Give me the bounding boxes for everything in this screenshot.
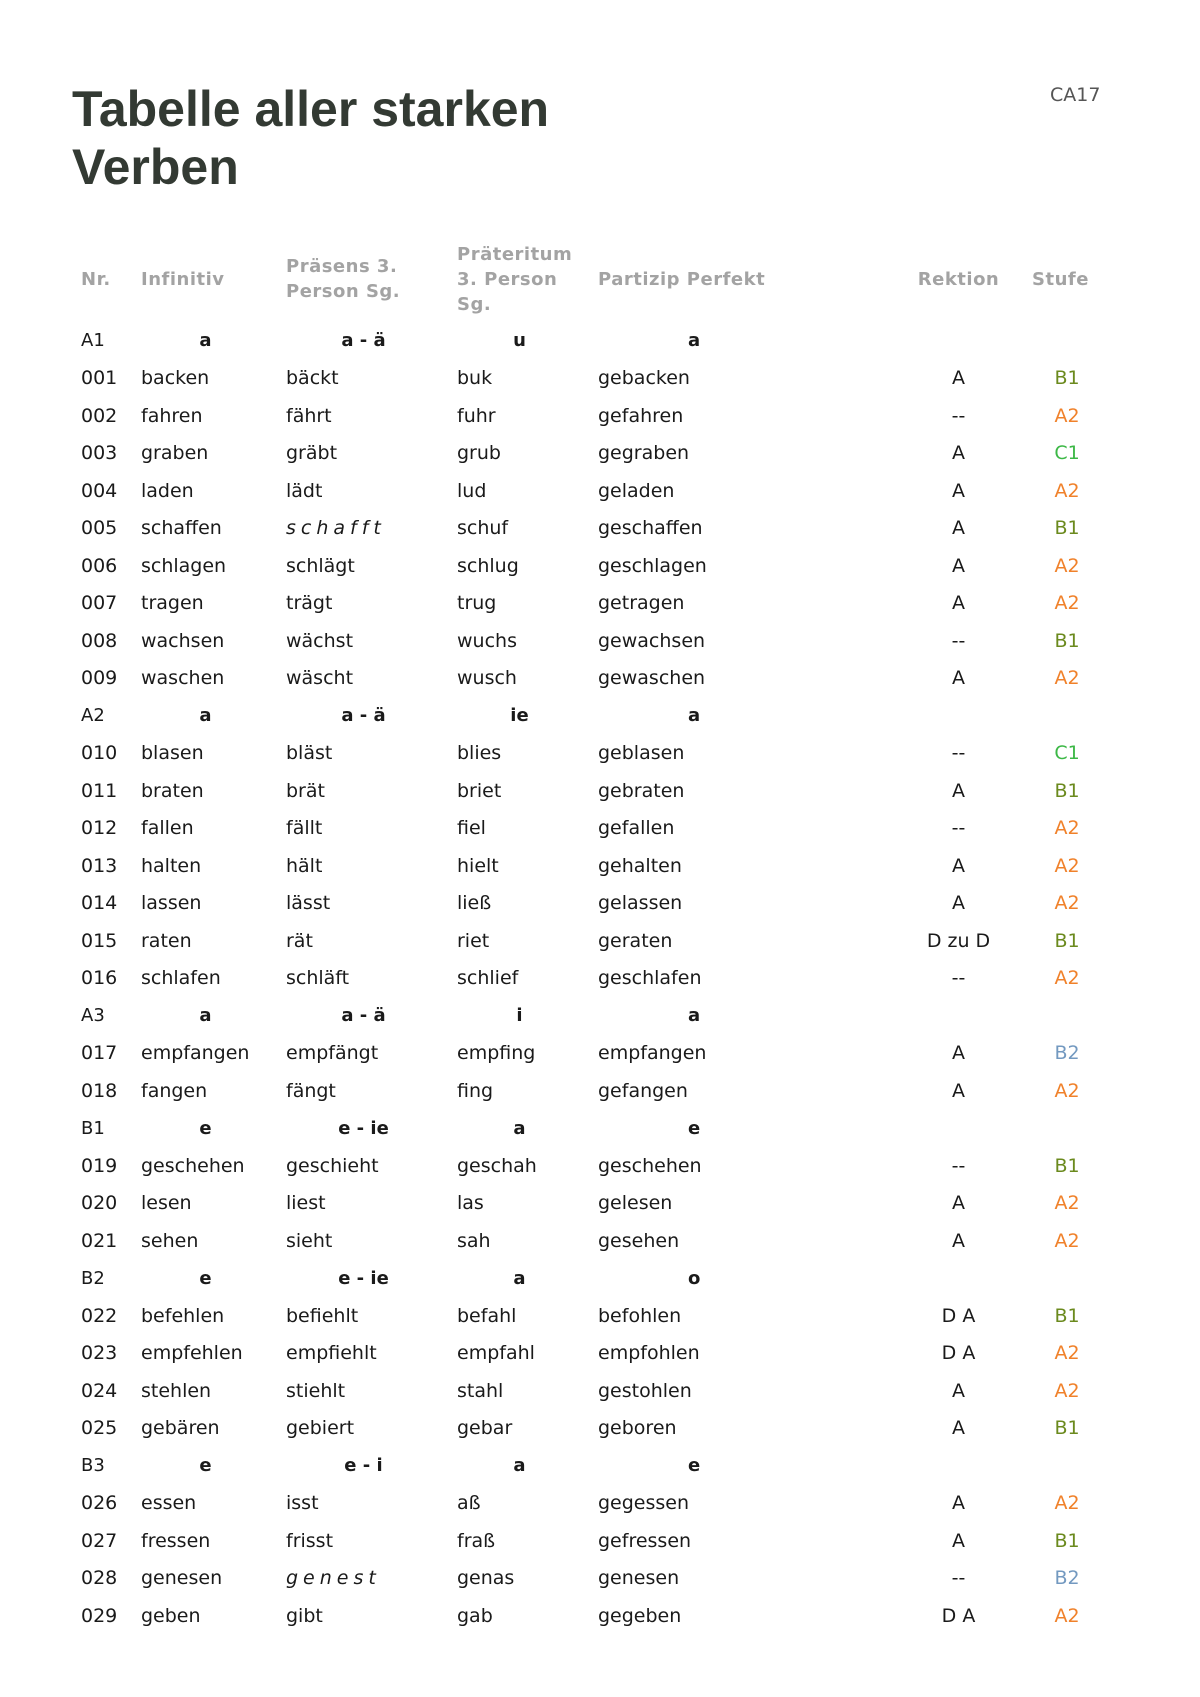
cell-rektion: A bbox=[952, 442, 965, 465]
table-row bbox=[73, 810, 1122, 848]
table-row bbox=[73, 1185, 1122, 1223]
cell-infinitiv: befehlen bbox=[141, 1304, 225, 1327]
cell-infinitiv: gebären bbox=[141, 1417, 220, 1440]
header-praeteritum-line: 3. Person bbox=[457, 268, 558, 290]
cell-praeteritum: genas bbox=[457, 1567, 515, 1590]
cell-stufe: A2 bbox=[1054, 854, 1080, 877]
cell-partizip-perfekt: befohlen bbox=[598, 1304, 682, 1327]
cell-praeteritum: schlug bbox=[457, 554, 519, 577]
cell-praeteritum: geschah bbox=[457, 1154, 537, 1177]
cell-nr: 015 bbox=[81, 929, 118, 952]
table-row bbox=[73, 660, 1122, 698]
cell-infinitiv: schlagen bbox=[141, 554, 227, 577]
cell-infinitiv: wachsen bbox=[141, 629, 225, 652]
cell-rektion: A bbox=[952, 554, 965, 577]
cell-praesens: wäscht bbox=[286, 667, 354, 690]
cell-praesens: schlägt bbox=[286, 554, 355, 577]
cell-praeteritum: empfahl bbox=[457, 1342, 535, 1365]
cell-infinitiv: fahren bbox=[141, 404, 203, 427]
cell-stufe: A2 bbox=[1054, 1379, 1080, 1402]
cell-rektion: A bbox=[952, 892, 965, 915]
cell-infinitiv: raten bbox=[141, 929, 192, 952]
cell-nr: 021 bbox=[81, 1229, 118, 1252]
table-row bbox=[73, 1522, 1122, 1560]
table-row bbox=[73, 472, 1122, 510]
cell-stufe bbox=[1012, 1447, 1122, 1485]
header-stufe: Stufe bbox=[1032, 268, 1089, 290]
cell-partizip-perfekt: empfohlen bbox=[598, 1342, 700, 1365]
cell-stufe bbox=[1012, 1260, 1122, 1298]
cell-praeteritum: lud bbox=[457, 479, 487, 502]
title-line-2: Verben bbox=[72, 139, 239, 195]
header-praeteritum-line: Präteritum bbox=[457, 243, 573, 265]
cell-praesens: fällt bbox=[286, 817, 323, 840]
cell-stufe: B1 bbox=[1054, 367, 1080, 390]
cell-stufe: A2 bbox=[1054, 1492, 1080, 1515]
cell-partizip-perfekt: a bbox=[688, 330, 701, 352]
table-row bbox=[73, 847, 1122, 885]
cell-praeteritum: las bbox=[457, 1192, 484, 1215]
cell-partizip-perfekt: e bbox=[688, 1117, 701, 1139]
cell-rektion: A bbox=[952, 1229, 965, 1252]
cell-praeteritum: wuchs bbox=[457, 629, 517, 652]
cell-nr: 007 bbox=[81, 592, 118, 615]
cell-praesens: fängt bbox=[286, 1079, 336, 1102]
cell-praeteritum: aß bbox=[457, 1492, 481, 1515]
cell-infinitiv: empfehlen bbox=[141, 1342, 243, 1365]
cell-praesens: a - ä bbox=[341, 330, 386, 352]
cell-praesens: empfiehlt bbox=[286, 1342, 377, 1365]
cell-infinitiv: a bbox=[199, 1005, 212, 1027]
cell-praeteritum: fraß bbox=[457, 1529, 496, 1552]
cell-partizip-perfekt: gegraben bbox=[598, 442, 690, 465]
cell-praesens: genest bbox=[286, 1567, 381, 1590]
cell-stufe bbox=[1012, 997, 1122, 1035]
cell-partizip-perfekt: gegessen bbox=[598, 1492, 690, 1515]
cell-rektion: A bbox=[952, 367, 965, 390]
cell-praesens: befiehlt bbox=[286, 1304, 359, 1327]
cell-nr: 008 bbox=[81, 629, 118, 652]
cell-infinitiv: e bbox=[199, 1267, 212, 1289]
cell-partizip-perfekt: gestohlen bbox=[598, 1379, 692, 1402]
cell-nr: 028 bbox=[81, 1567, 118, 1590]
group-header-row bbox=[73, 322, 1122, 360]
cell-nr: A1 bbox=[81, 330, 105, 352]
cell-infinitiv: stehlen bbox=[141, 1379, 212, 1402]
header-praesens-line: Präsens 3. bbox=[286, 256, 398, 277]
cell-praesens: frisst bbox=[286, 1529, 334, 1552]
cell-stufe: A2 bbox=[1054, 1342, 1080, 1365]
cell-praesens: brät bbox=[286, 779, 325, 802]
cell-nr: 004 bbox=[81, 479, 118, 502]
cell-praeteritum: ließ bbox=[457, 892, 492, 915]
cell-praeteritum: a bbox=[513, 1455, 526, 1477]
cell-nr: 006 bbox=[81, 554, 118, 577]
cell-rektion: A bbox=[952, 592, 965, 615]
header-praeteritum bbox=[449, 236, 590, 322]
title-line-1: Tabelle aller starken bbox=[72, 81, 550, 137]
cell-praeteritum: a bbox=[513, 1267, 526, 1289]
table-row bbox=[73, 547, 1122, 585]
table-row bbox=[73, 360, 1122, 398]
cell-partizip-perfekt: getragen bbox=[598, 592, 685, 615]
cell-partizip-perfekt: geboren bbox=[598, 1417, 677, 1440]
cell-praeteritum: u bbox=[513, 330, 526, 352]
cell-infinitiv: empfangen bbox=[141, 1042, 250, 1065]
cell-infinitiv: graben bbox=[141, 442, 209, 465]
table-row bbox=[73, 772, 1122, 810]
cell-stufe: B1 bbox=[1054, 1154, 1080, 1177]
cell-rektion: D zu D bbox=[926, 929, 991, 952]
cell-praesens: stiehlt bbox=[286, 1379, 346, 1402]
cell-partizip-perfekt: geladen bbox=[598, 479, 675, 502]
cell-nr: 012 bbox=[81, 817, 118, 840]
cell-praesens: e - ie bbox=[338, 1117, 389, 1139]
cell-praesens: lädt bbox=[286, 479, 323, 502]
cell-stufe: A2 bbox=[1054, 479, 1080, 502]
table-row bbox=[73, 1147, 1122, 1185]
table-row bbox=[73, 435, 1122, 473]
cell-partizip-perfekt: geschlagen bbox=[598, 554, 707, 577]
cell-nr: B3 bbox=[81, 1455, 105, 1477]
cell-praeteritum: sah bbox=[457, 1229, 491, 1252]
cell-praesens: liest bbox=[286, 1192, 326, 1215]
cell-rektion: A bbox=[952, 1529, 965, 1552]
cell-partizip-perfekt: gefallen bbox=[598, 817, 675, 840]
cell-stufe: A2 bbox=[1054, 554, 1080, 577]
cell-rektion: A bbox=[952, 1192, 965, 1215]
cell-praesens: bäckt bbox=[286, 367, 339, 390]
cell-nr: 014 bbox=[81, 892, 118, 915]
cell-nr: 019 bbox=[81, 1154, 118, 1177]
cell-praesens: e - ie bbox=[338, 1267, 389, 1289]
cell-praesens: isst bbox=[286, 1492, 319, 1515]
cell-infinitiv: backen bbox=[141, 367, 210, 390]
cell-partizip-perfekt: gegeben bbox=[598, 1604, 682, 1627]
cell-infinitiv: lassen bbox=[141, 892, 202, 915]
cell-stufe: C1 bbox=[1054, 742, 1080, 765]
cell-partizip-perfekt: a bbox=[688, 705, 701, 727]
cell-partizip-perfekt: gebraten bbox=[598, 779, 685, 802]
cell-rektion: A bbox=[952, 1417, 965, 1440]
cell-praesens: schafft bbox=[286, 517, 386, 540]
cell-rektion bbox=[905, 997, 1012, 1035]
cell-stufe: A2 bbox=[1054, 967, 1080, 990]
cell-praeteritum: gebar bbox=[457, 1417, 513, 1440]
cell-nr: A2 bbox=[81, 705, 105, 727]
cell-partizip-perfekt: gefangen bbox=[598, 1079, 688, 1102]
cell-praeteritum: befahl bbox=[457, 1304, 517, 1327]
cell-partizip-perfekt: a bbox=[688, 1005, 701, 1027]
cell-stufe: A2 bbox=[1054, 667, 1080, 690]
cell-rektion: -- bbox=[951, 404, 966, 427]
cell-stufe: B1 bbox=[1054, 1529, 1080, 1552]
table-row bbox=[73, 585, 1122, 623]
table-row bbox=[73, 1410, 1122, 1448]
cell-praesens: sieht bbox=[286, 1229, 333, 1252]
cell-praesens: schläft bbox=[286, 967, 350, 990]
cell-praeteritum: grub bbox=[457, 442, 501, 465]
cell-infinitiv: a bbox=[199, 330, 212, 352]
cell-stufe: B1 bbox=[1054, 517, 1080, 540]
cell-praesens: gräbt bbox=[286, 442, 338, 465]
cell-partizip-perfekt: gewaschen bbox=[598, 667, 706, 690]
cell-partizip-perfekt: gelassen bbox=[598, 892, 683, 915]
cell-partizip-perfekt: gelesen bbox=[598, 1192, 673, 1215]
cell-praeteritum: buk bbox=[457, 367, 493, 390]
document-code: CA17 bbox=[1050, 84, 1101, 106]
cell-infinitiv: e bbox=[199, 1117, 212, 1139]
cell-rektion: -- bbox=[951, 1567, 966, 1590]
cell-infinitiv: e bbox=[199, 1455, 212, 1477]
cell-partizip-perfekt: gesehen bbox=[598, 1229, 680, 1252]
cell-infinitiv: lesen bbox=[141, 1192, 192, 1215]
cell-praesens: wächst bbox=[286, 629, 354, 652]
cell-praesens: geschieht bbox=[286, 1154, 379, 1177]
cell-stufe bbox=[1012, 1110, 1122, 1148]
table-row bbox=[73, 1335, 1122, 1373]
table-row bbox=[73, 397, 1122, 435]
cell-nr: 020 bbox=[81, 1192, 118, 1215]
cell-praeteritum: empfing bbox=[457, 1042, 536, 1065]
cell-partizip-perfekt: gefahren bbox=[598, 404, 684, 427]
cell-rektion: -- bbox=[951, 629, 966, 652]
cell-rektion bbox=[905, 1447, 1012, 1485]
cell-stufe: B2 bbox=[1054, 1567, 1080, 1590]
cell-partizip-perfekt: gebacken bbox=[598, 367, 690, 390]
cell-infinitiv: fallen bbox=[141, 817, 194, 840]
table-row bbox=[73, 1222, 1122, 1260]
cell-praesens: rät bbox=[286, 929, 313, 952]
cell-partizip-perfekt: gefressen bbox=[598, 1529, 692, 1552]
cell-stufe: B2 bbox=[1054, 1042, 1080, 1065]
cell-infinitiv: a bbox=[199, 705, 212, 727]
cell-praesens: fährt bbox=[286, 404, 332, 427]
header-nr: Nr. bbox=[81, 268, 111, 290]
cell-infinitiv: fressen bbox=[141, 1529, 211, 1552]
cell-partizip-perfekt: gehalten bbox=[598, 854, 682, 877]
cell-rektion bbox=[905, 322, 1012, 360]
cell-stufe: A2 bbox=[1054, 404, 1080, 427]
page-title bbox=[72, 80, 692, 196]
cell-nr: 018 bbox=[81, 1079, 118, 1102]
cell-stufe: A2 bbox=[1054, 1229, 1080, 1252]
cell-stufe: B1 bbox=[1054, 629, 1080, 652]
cell-praeteritum: gab bbox=[457, 1604, 493, 1627]
cell-infinitiv: essen bbox=[141, 1492, 197, 1515]
cell-praesens: trägt bbox=[286, 592, 333, 615]
cell-nr: B1 bbox=[81, 1117, 105, 1139]
cell-rektion bbox=[905, 1110, 1012, 1148]
group-header-row bbox=[73, 997, 1122, 1035]
cell-rektion: A bbox=[952, 1379, 965, 1402]
table-row bbox=[73, 622, 1122, 660]
cell-nr: 010 bbox=[81, 742, 118, 765]
cell-praesens: gebiert bbox=[286, 1417, 355, 1440]
cell-stufe: A2 bbox=[1054, 1192, 1080, 1215]
cell-partizip-perfekt: geschlafen bbox=[598, 967, 702, 990]
cell-partizip-perfekt: o bbox=[688, 1267, 701, 1289]
group-header-row bbox=[73, 697, 1122, 735]
header-praesens bbox=[278, 236, 449, 322]
cell-nr: B2 bbox=[81, 1267, 105, 1289]
cell-praeteritum: schlief bbox=[457, 967, 519, 990]
group-header-row bbox=[73, 1260, 1122, 1298]
cell-praeteritum: stahl bbox=[457, 1379, 504, 1402]
table-row bbox=[73, 1560, 1122, 1598]
cell-rektion: -- bbox=[951, 817, 966, 840]
strong-verbs-table bbox=[73, 236, 1122, 1635]
cell-praeteritum: wusch bbox=[457, 667, 517, 690]
table-row bbox=[73, 922, 1122, 960]
cell-nr: 013 bbox=[81, 854, 118, 877]
cell-rektion: -- bbox=[951, 742, 966, 765]
table-body bbox=[73, 322, 1122, 1635]
cell-praesens: empfängt bbox=[286, 1042, 379, 1065]
cell-rektion: D A bbox=[941, 1342, 976, 1365]
cell-infinitiv: laden bbox=[141, 479, 194, 502]
cell-infinitiv: sehen bbox=[141, 1229, 199, 1252]
cell-praeteritum: briet bbox=[457, 779, 502, 802]
cell-rektion: A bbox=[952, 667, 965, 690]
cell-praeteritum: blies bbox=[457, 742, 502, 765]
cell-partizip-perfekt: e bbox=[688, 1455, 701, 1477]
cell-stufe: B1 bbox=[1054, 1417, 1080, 1440]
cell-praeteritum: schuf bbox=[457, 517, 509, 540]
cell-infinitiv: fangen bbox=[141, 1079, 208, 1102]
cell-partizip-perfekt: gewachsen bbox=[598, 629, 706, 652]
cell-partizip-perfekt: genesen bbox=[598, 1567, 680, 1590]
cell-praeteritum: i bbox=[516, 1005, 523, 1027]
cell-praesens: lässt bbox=[286, 892, 331, 915]
table-row bbox=[73, 1072, 1122, 1110]
cell-nr: 024 bbox=[81, 1379, 118, 1402]
group-header-row bbox=[73, 1447, 1122, 1485]
cell-stufe: A2 bbox=[1054, 1079, 1080, 1102]
cell-stufe bbox=[1012, 697, 1122, 735]
cell-rektion: A bbox=[952, 854, 965, 877]
cell-infinitiv: halten bbox=[141, 854, 202, 877]
cell-rektion: A bbox=[952, 1079, 965, 1102]
cell-praesens: a - ä bbox=[341, 705, 386, 727]
cell-praeteritum: trug bbox=[457, 592, 497, 615]
cell-rektion: -- bbox=[951, 967, 966, 990]
header-rektion: Rektion bbox=[917, 268, 1000, 290]
header-praeteritum-line: Sg. bbox=[457, 293, 492, 315]
cell-nr: 029 bbox=[81, 1604, 118, 1627]
table-row bbox=[73, 1297, 1122, 1335]
cell-rektion: A bbox=[952, 479, 965, 502]
cell-praeteritum: fiel bbox=[457, 817, 486, 840]
cell-infinitiv: geschehen bbox=[141, 1154, 245, 1177]
cell-infinitiv: blasen bbox=[141, 742, 204, 765]
cell-praeteritum: fuhr bbox=[457, 404, 496, 427]
cell-stufe: A2 bbox=[1054, 592, 1080, 615]
cell-praesens: e - i bbox=[344, 1455, 383, 1477]
cell-stufe bbox=[1012, 322, 1122, 360]
cell-nr: A3 bbox=[81, 1005, 105, 1027]
table-row bbox=[73, 1035, 1122, 1073]
cell-stufe: A2 bbox=[1054, 1604, 1080, 1627]
cell-infinitiv: schlafen bbox=[141, 967, 221, 990]
table-row bbox=[73, 510, 1122, 548]
cell-partizip-perfekt: geschehen bbox=[598, 1154, 702, 1177]
header-infinitiv: Infinitiv bbox=[141, 268, 225, 290]
cell-infinitiv: tragen bbox=[141, 592, 204, 615]
table-row bbox=[73, 1485, 1122, 1523]
cell-stufe: B1 bbox=[1054, 1304, 1080, 1327]
cell-praeteritum: hielt bbox=[457, 854, 499, 877]
header-praesens-line: Person Sg. bbox=[286, 281, 401, 302]
table-row bbox=[73, 735, 1122, 773]
cell-rektion: A bbox=[952, 779, 965, 802]
cell-praesens: a - ä bbox=[341, 1005, 386, 1027]
cell-rektion: A bbox=[952, 1492, 965, 1515]
cell-nr: 009 bbox=[81, 667, 118, 690]
cell-nr: 001 bbox=[81, 367, 118, 390]
cell-rektion: D A bbox=[941, 1304, 976, 1327]
cell-stufe: B1 bbox=[1054, 929, 1080, 952]
cell-praesens: hält bbox=[286, 854, 323, 877]
cell-praeteritum: a bbox=[513, 1117, 526, 1139]
cell-stufe: B1 bbox=[1054, 779, 1080, 802]
cell-infinitiv: geben bbox=[141, 1604, 201, 1627]
cell-rektion: -- bbox=[951, 1154, 966, 1177]
cell-partizip-perfekt: geraten bbox=[598, 929, 673, 952]
cell-praesens: gibt bbox=[286, 1604, 323, 1627]
table-row bbox=[73, 885, 1122, 923]
cell-stufe: A2 bbox=[1054, 892, 1080, 915]
cell-partizip-perfekt: geblasen bbox=[598, 742, 685, 765]
cell-stufe: C1 bbox=[1054, 442, 1080, 465]
cell-infinitiv: braten bbox=[141, 779, 204, 802]
cell-rektion bbox=[905, 697, 1012, 735]
cell-nr: 023 bbox=[81, 1342, 118, 1365]
cell-nr: 016 bbox=[81, 967, 118, 990]
cell-nr: 003 bbox=[81, 442, 118, 465]
cell-nr: 005 bbox=[81, 517, 118, 540]
table-header-row bbox=[73, 236, 1122, 322]
cell-rektion: D A bbox=[941, 1604, 976, 1627]
cell-praeteritum: fing bbox=[457, 1079, 494, 1102]
cell-nr: 022 bbox=[81, 1304, 118, 1327]
header-partizip-perfekt: Partizip Perfekt bbox=[598, 268, 766, 290]
cell-rektion: A bbox=[952, 1042, 965, 1065]
group-header-row bbox=[73, 1110, 1122, 1148]
cell-partizip-perfekt: empfangen bbox=[598, 1042, 707, 1065]
cell-praeteritum: ie bbox=[510, 705, 529, 727]
table-row bbox=[73, 1372, 1122, 1410]
table-row bbox=[73, 960, 1122, 998]
cell-rektion: A bbox=[952, 517, 965, 540]
cell-infinitiv: waschen bbox=[141, 667, 225, 690]
cell-nr: 025 bbox=[81, 1417, 118, 1440]
cell-infinitiv: genesen bbox=[141, 1567, 223, 1590]
cell-infinitiv: schaffen bbox=[141, 517, 222, 540]
cell-praesens: bläst bbox=[286, 742, 333, 765]
cell-nr: 027 bbox=[81, 1529, 118, 1552]
cell-nr: 002 bbox=[81, 404, 118, 427]
cell-stufe: A2 bbox=[1054, 817, 1080, 840]
cell-nr: 017 bbox=[81, 1042, 118, 1065]
table-row bbox=[73, 1597, 1122, 1635]
cell-nr: 026 bbox=[81, 1492, 118, 1515]
cell-praeteritum: riet bbox=[457, 929, 490, 952]
cell-rektion bbox=[905, 1260, 1012, 1298]
cell-partizip-perfekt: geschaffen bbox=[598, 517, 703, 540]
cell-nr: 011 bbox=[81, 779, 118, 802]
